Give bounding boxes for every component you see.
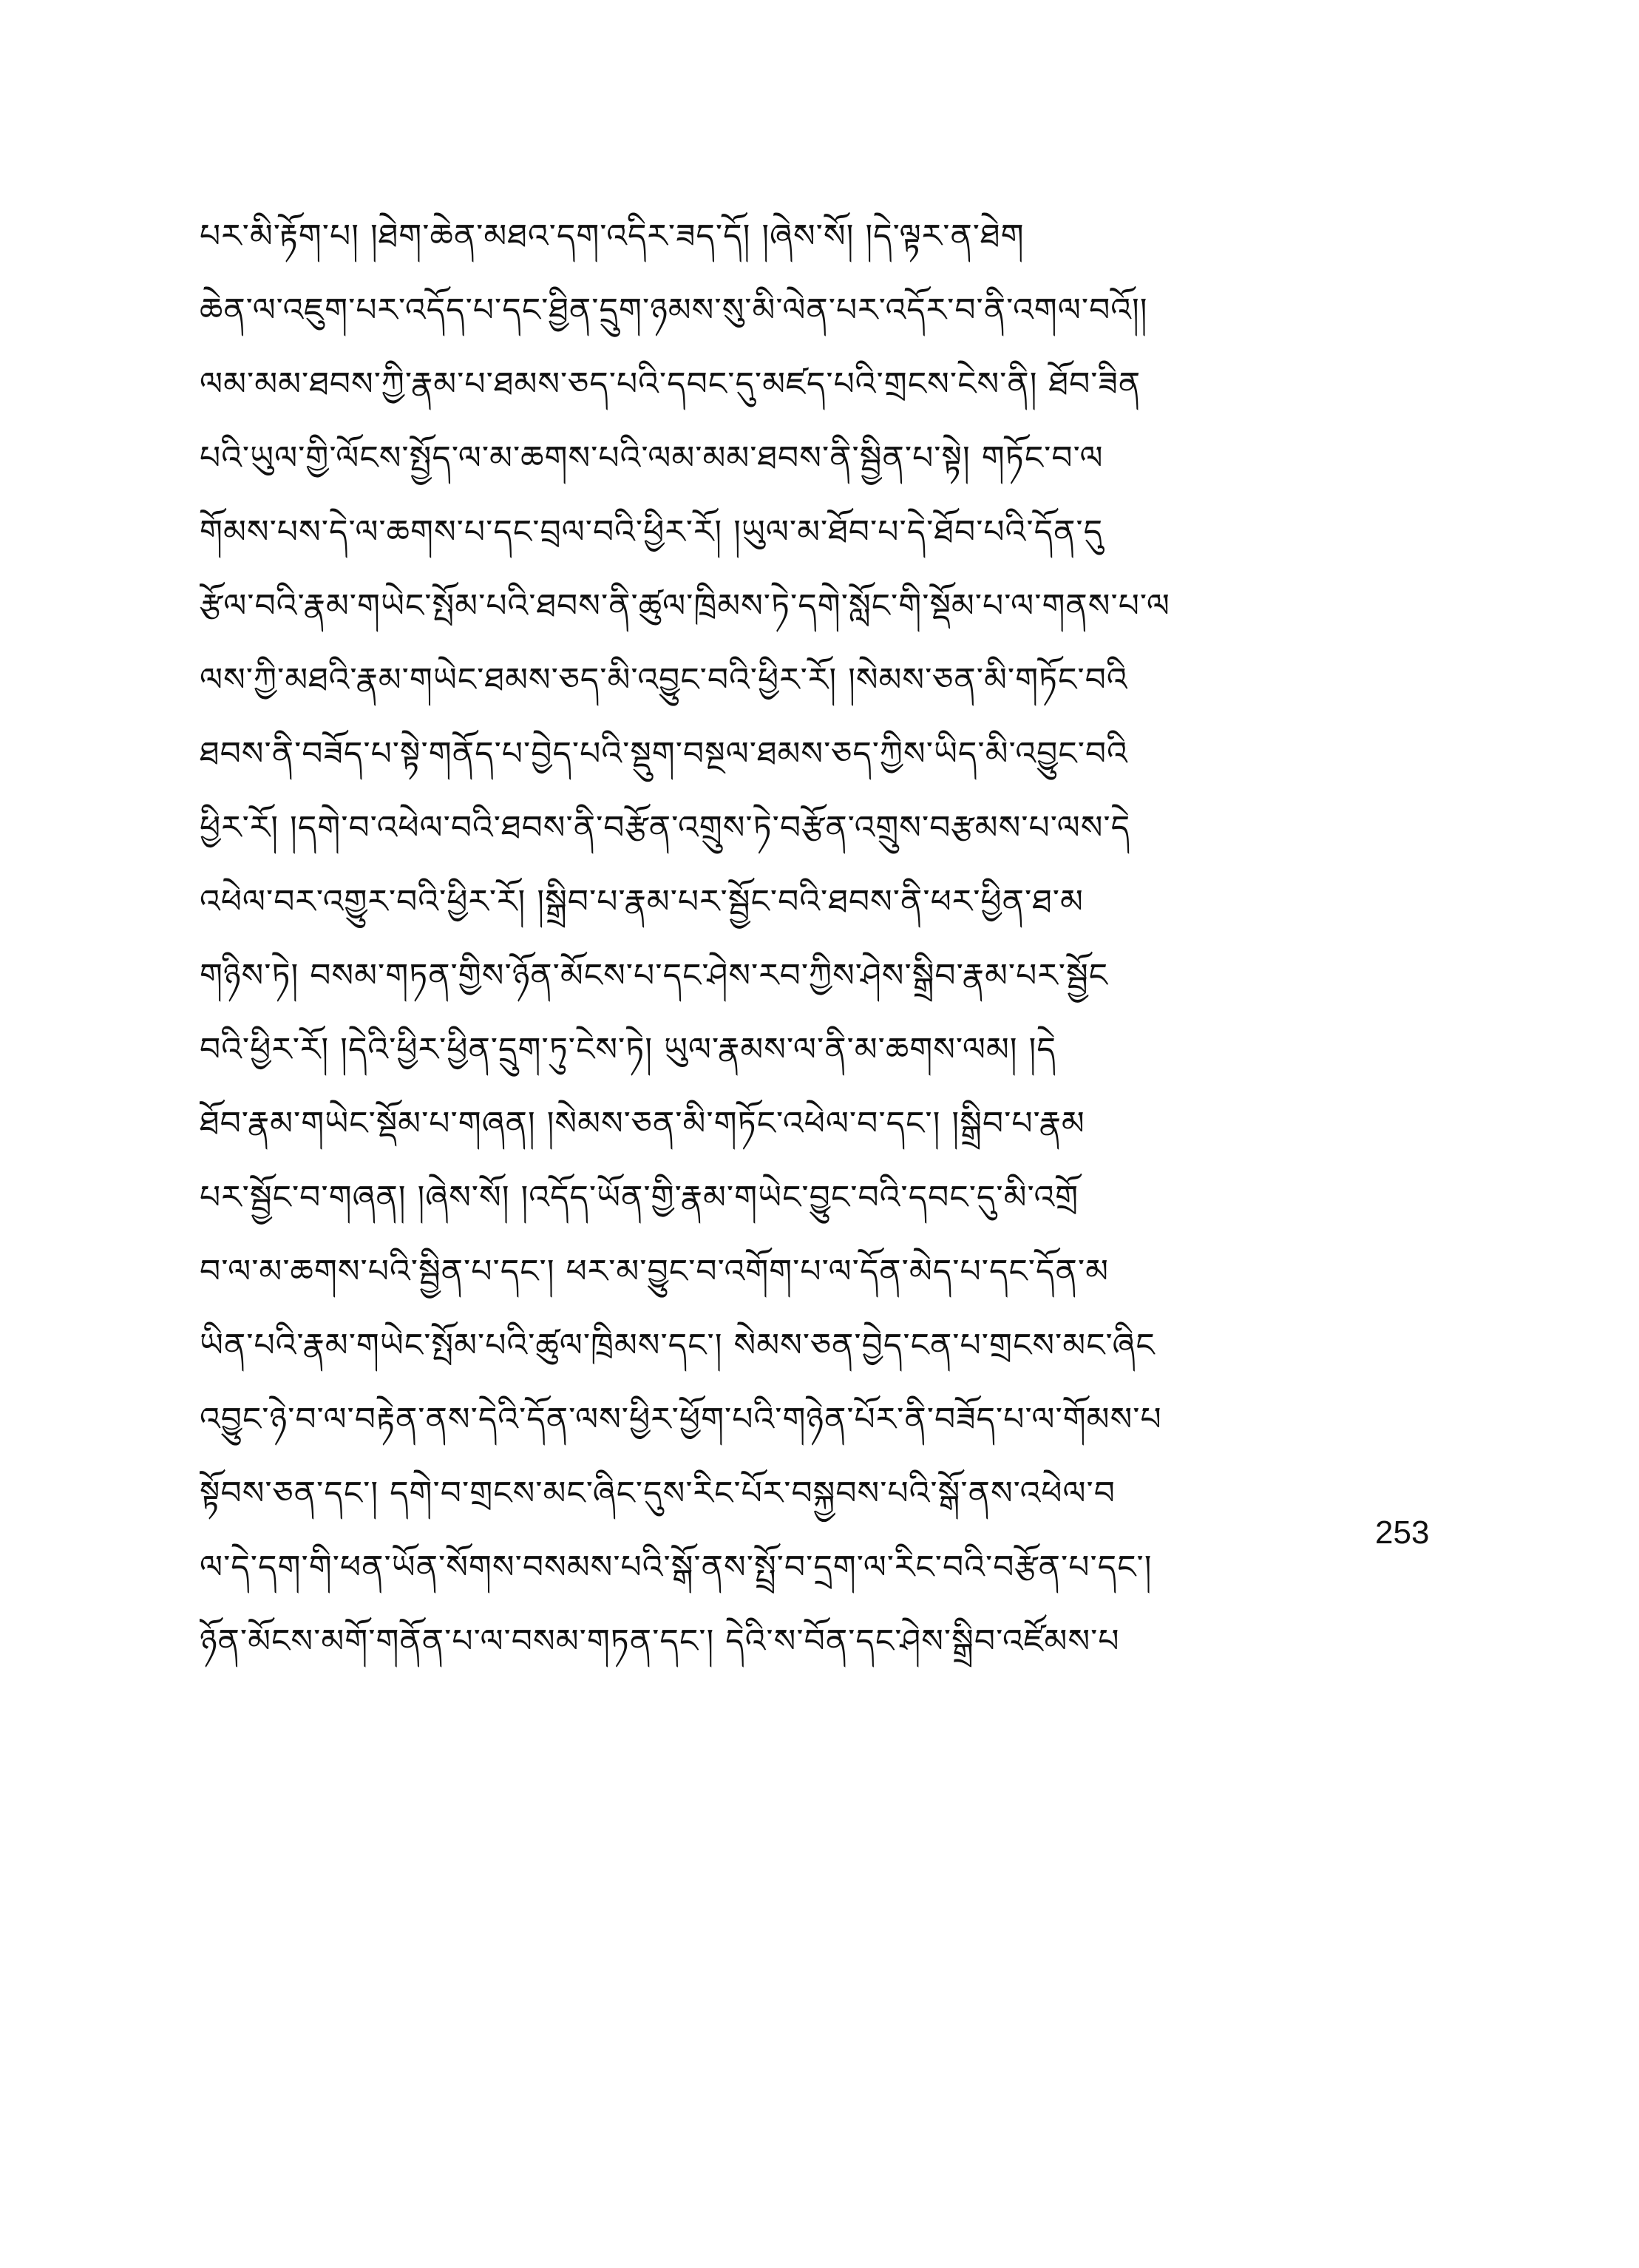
text-line: ལ་དེ་དག་གི་ཕན་ཡོན་སོགས་བསམས་པའི་སྒོ་ནས་སྤྲོ་བ་དྲག་ལ་རིང་བའི་བརྩོན་པ་དང་། xyxy=(200,1548,1153,1586)
text-line: པར་མི་རྟོག་པ། །ཐེག་ཆེན་མཐའ་དག་འདིར་ཟད་དོ། །ཞེས་སོ། །དེ་ལྟར་ན་ཐེག xyxy=(200,217,1025,255)
text-line: གཉིས་ཏེ། བསམ་གཏན་གྱིས་ཉོན་མོངས་པ་དང་ཤེས་རབ་ཀྱིས་ཤེས་སྒྲིབ་རྣམ་པར་སྦྱོང xyxy=(200,957,1109,995)
text-line: ལམ་མམ་ཐབས་ཀྱི་རྣམ་པ་ཐམས་ཅད་པའི་དབང་དུ་མཛད་པའི་གྲངས་ངེས་ནི། ཐོབ་ཟིན xyxy=(200,365,1141,403)
text-line: པའི་ཡུལ་གྱི་ལོངས་སྤྱོད་ལ་མ་ཆགས་པའི་ལམ་མམ་ཐབས་ནི་སྦྱིན་པ་སྟེ། གཏོང་བ་ལ xyxy=(200,439,1104,477)
page-number: 253 xyxy=(1375,1514,1430,1551)
text-line: ཐོབ་རྣམ་གཡེང་སྡོམ་པ་གཞན། །སེམས་ཅན་མི་གཏོང་འཕེལ་བ་དང་། །སྒྲིབ་པ་རྣམ xyxy=(200,1105,1085,1143)
text-line: འཕེལ་བར་འགྱུར་བའི་ཕྱིར་རོ། །སྒྲིབ་པ་རྣམ་པར་སྦྱོང་བའི་ཐབས་ནི་ཕར་ཕྱིན་ཐ་མ xyxy=(200,883,1084,921)
text-line: ཆེན་ལ་འཇུག་པར་འདོད་པ་དང་ཐྱིན་དྲུག་ཉམས་སུ་མི་ལེན་པར་འདོར་བ་ནི་འགལ་བའོ།། xyxy=(200,291,1148,329)
text-line: པར་སྦྱོང་བ་གཞན། །ཞེས་སོ། །འདོད་ཡོན་གྱི་རྣམ་གཡེང་བྱུང་བའི་དབང་དུ་མི་འགྲོ xyxy=(200,1179,1079,1216)
text-line: ཉོན་མོངས་མགོ་གནོན་པ་ལ་བསམ་གཏན་དང་། དེའི་ས་བོན་དང་ཤེས་སྒྲིབ་འཛོམས་པ xyxy=(200,1622,1120,1660)
text-line: རྩོལ་བའི་རྣམ་གཡེང་སྤོམ་པའི་ཐབས་ནི་ཚུལ་ཁྲིམས་ཏེ་དགེ་སློང་གི་སྡོམ་པ་ལ་གནས་པ་ལ xyxy=(200,587,1170,625)
text-line: ཕྱིར་རོ། །དགེ་བ་འཕེལ་བའི་ཐབས་ནི་བརྩོན་འགྲུས་ཏེ་བརྩོན་འགྲུས་བརྩམས་པ་ལས་དེ xyxy=(200,809,1131,847)
text-line: བ་ལ་མ་ཆགས་པའི་སྦྱིན་པ་དང་། ཕར་མ་བྱུང་བ་འགོག་པ་ལ་དོན་མེད་པ་དང་དོན་མ xyxy=(200,1253,1109,1290)
text-line: གོམས་པས་དེ་ལ་ཆགས་པ་དང་བྲལ་བའི་ཕྱིར་རོ། །ཡུལ་མ་ཐོབ་པ་དེ་ཐོབ་པའི་དོན་དུ xyxy=(200,513,1104,551)
text-line: འབྱུང་ཉེ་བ་ལ་བརྟེན་ནས་དེའི་དོན་ལས་ཕྱིར་ཕྱོག་པའི་གཉེན་པོར་ནི་བཟོད་པ་ལ་གོམས་པ xyxy=(200,1401,1162,1438)
text-line: བའི་ཕྱིར་རོ། །དེའི་ཕྱིར་ཕྱིན་དྲུག་ཏུ་ངེས་ཏེ། ཡུལ་རྣམས་ལ་ནི་མ་ཆགས་ལམ། །དེ xyxy=(200,1031,1056,1069)
tibetan-text-block xyxy=(200,200,1456,1679)
text-line: ཐབས་ནི་བཟོད་པ་སྟེ་གནོད་པ་བྱེད་པའི་སྡུག་བསྔལ་ཐམས་ཅད་ཀྱིས་ཡིད་མི་འབྱུང་བའི xyxy=(200,735,1128,773)
text-line: ལས་ཀྱི་མཐའི་རྣམ་གཡེང་ཐམས་ཅད་མི་འབྱུང་བའི་ཕྱིར་རོ། །སེམས་ཅན་མི་གཏོང་བའི xyxy=(200,661,1128,699)
text-line: སྟོབས་ཅན་དང་། དགེ་བ་གྲངས་མང་ཞིང་དུས་རིང་པོར་བསྐྱབས་པའི་སྒོ་ནས་འཕེལ་བ xyxy=(200,1475,1116,1512)
text-line: ཡིན་པའི་རྣམ་གཡེང་སྤོམ་པའི་ཚུལ་ཁྲིམས་དང་། སེམས་ཅན་བྱེད་ངན་པ་གྲངས་མང་ཞིང xyxy=(200,1327,1156,1364)
